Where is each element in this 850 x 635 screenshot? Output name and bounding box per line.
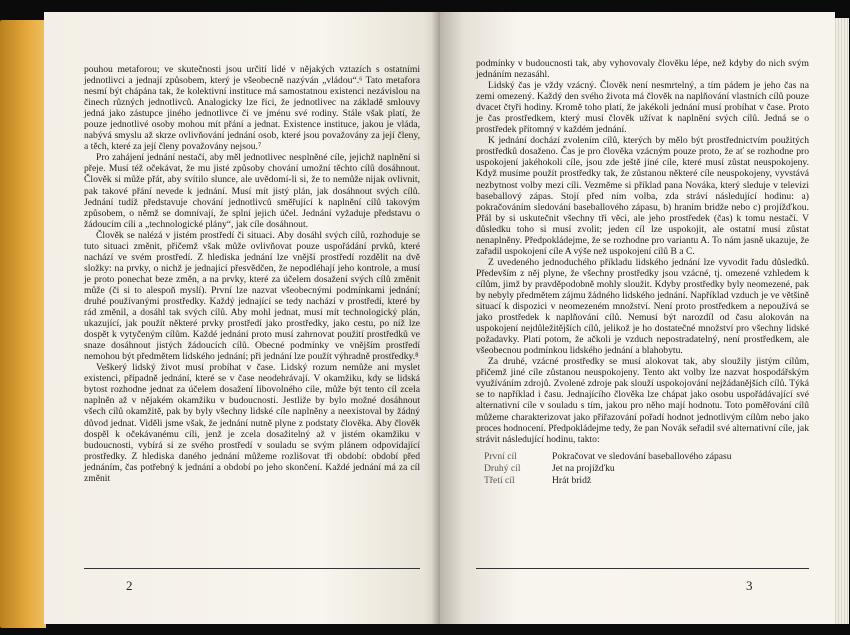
book-cover-edge [0, 20, 46, 628]
paragraph: Z uvedeného jednoduchého příkladu lidského jednání lze vyvodit řadu důsledků. Především z něj plyne, že všechny prostředky jsou vzácné, tj. omezené vzhledem k cílům, jimž by pravděpodobně mohly sloužit. Kdyby prostředky byly neomezené, pak by nebyly předmětem zájmu žádného lidského jednání. Například vzduch je ve většině situací k dispozici v neomezeném množství. Není proto prostředkem a nepoužívá se jako prostředek k naplňování cílů. Nemusí být narozdíl od času alokován na uspokojení nejdůležitějších cílů, jelikož je ho dostatečné množství pro všechny lidské požadavky. Platí potom, že ačkoli je vzduch nepostradatelný, není prostředkem, ale všeobecnou podmínkou lidského jednání a blahobytu. [476, 256, 810, 357]
goal-rank-label: Druhý cíl [484, 462, 521, 474]
list-item [476, 475, 809, 487]
paragraph: Veškerý lidský život musí probíhat v čase. Lidský rozum nemůže ani myslet existenci, případně jednání, které se v čase neodehrávají. V okamžiku, kdy se lidská bytost rozhodne jednat za účelem dosažení libovolného cíle, může být tento cíl zcela naplněn až v nějakém okamžiku v budoucnosti. Jestliže by bylo možné dosáhnout všech cílů okamžitě, pak by byly všechny lidské cíle naplněny a neexistoval by žádný důvod jednat. Viděli jsme však, že jednání nutně plyne z podstaty člověka. Aby člověk dospěl k očekávanému cíli, jenž je zcela dosažitelný až v jistém okamžiku v budoucnosti, vybírá si ze svého prostředí v souladu se svým plánem odpovídající prostředky. Z hlediska daného jednání můžeme rozlišovat tři období: období před jednáním, čas potřebný k jednání a období po jeho skončení. Každé jednání má za cíl změnit [84, 362, 420, 484]
paragraph: podmínky v budoucnosti tak, aby vyhovovaly člověku lépe, než kdyby do nich svým jednáním nezasáhl. [476, 58, 809, 81]
paragraph: Člověk se nalézá v jistém prostředí či situaci. Aby dosáhl svých cílů, rozhoduje se tuto situaci změnit, přičemž však může ovlivňovat pouze uspořádání prvků, které nachází ve svém prostředí. Z hlediska jednání lze vnější prostředí rozdělit na dvě složky: na prvky, o nichž je jednající přesvědčen, že nepodléhají jeho kontrole, a musí je proto ponechat beze změn, a na prvky, které za účelem dosažení svých cílů změnit může (či si to alespoň myslí). První lze nazvat všeobecnými podmínkami jednání; druhé používanými prostředky. Každý jednající se tedy nachází v prostředí, které by rád změnil, a dosáhl tak svých cílů. Aby mohl jednat, musí mít technologický plán, ukazující, jak použít některé prvky prostředí jako prostředky, jako cestu, po níž lze dospět k vytyčeným cílům. Každé jednání proto musí zahrnovat použití prostředků ve snaze dosáhnout jistých žádoucích cílů. Obecné podmínky ve vnějším prostředí nemohou být předmětem lidského jednání; při jednání lze použít výhradně prostředky.⁸ [84, 229, 420, 363]
goal-rank-label: První cíl [484, 450, 517, 462]
goal-ranking-list [476, 451, 809, 487]
goal-description: Hrát bridž [552, 474, 592, 486]
goal-description: Pokračovat ve sledování baseballového zápasu [552, 450, 732, 462]
paragraph: Pro zahájení jednání nestačí, aby měl jednotlivec nesplněné cíle, jejichž naplnění si přeje. Musí též očekávat, že mu jisté způsoby chování umožní těchto cílů dosáhnout. Člověk si může přát, aby svítilo slunce, ale uvědomí-li si, že to nemůže nijak ovlivnit, pak takové přání nevede k jednání. Musí mít jistý plán, jak dosáhnout svých cílů. Jednání tudíž představuje chování jednotlivců směřující k naplnění cílů takovým způsobem, o němž se domnívají, že splní jejich účel. Jednání vyžaduje představu o žádoucím cíli a „technologické plány“, jak cíle dosáhnout. [84, 152, 420, 230]
goal-description: Jet na projížďku [552, 462, 615, 474]
footer-rule [84, 568, 420, 569]
list-item [476, 463, 809, 475]
goal-rank-label: Třetí cíl [484, 474, 515, 486]
right-page-text [476, 58, 809, 445]
page-number: 2 [126, 578, 133, 593]
paragraph: K jednání dochází zvolením cílů, kterých by mělo být prostřednictvím použitých prostředků dosaženo. Čas je pro člověka vzácným pouze proto, že ať se rozhodne pro uspokojení jakéhokoli cíle, jsou zde ještě jiné cíle, které musí zůstat neuspokojeny. Když musíme použít prostředky tak, že zůstanou některé cíle neuspokojeny, vyvstává nezbytnost volby mezi cíli. Vezměme si příklad pana Nováka, který sleduje v televizi baseballový zápas. Stojí před ním volba, zda stráví následující hodinu: a) pokračováním sledování baseballového zápasu, b) hraním bridže nebo c) projížďkou. Přál by si uskutečnit všechny tři věci, ale jeho prostředek (čas) k tomu nestačí. V důsledku toho si musí zvolit; jeden cíl lze uspokojit, ale ostatní musí zůstat nenaplněny. Předpokládejme, že se rozhodne pro variantu A. To nám jasně ukazuje, že zařadil uspokojení cíle A výše než uspokojení cílů B a C. [476, 135, 809, 257]
page-number: 3 [746, 578, 753, 593]
list-item [476, 451, 809, 463]
right-page [440, 12, 835, 624]
left-page [44, 12, 440, 624]
paragraph: pouhou metaforou; ve skutečnosti jsou určití lidé v nějakých vztazích s ostatními jednotlivci a jednají způsobem, který je všeobecně nazýván „vládou“.⁶ Tato metafora nesmí být chápána tak, že kolektivní instituce má samostatnou existenci nezávislou na činech různých jednotlivců. Analogicky lze říci, že jednotlivec na základě smlouvy jedná jako zástupce jiného jednotlivce či ve jménu své rodiny. Stále však platí, že pouze jednotlivé osoby mohou mít přání a jednat. Existence instituce, jakou je vláda, nabývá smyslu až skrze ovlivňování jednání osob, které jsou považovány za její členy, a těch, které za její členy považovány nejsou.⁷ [84, 64, 420, 153]
left-page-text [84, 64, 420, 484]
footer-rule [476, 568, 809, 569]
paragraph: Za druhé, vzácné prostředky se musí alokovat tak, aby sloužily jistým cílům, přičemž jiné cíle zůstanou neuspokojeny. Tento akt volby lze nazvat hospodářským využíváním zdrojů. Zvolené zdroje pak slouží uspokojování nejžádanějších cílů. Týká se to například i času. Jednajícího člověka lze chápat jako osobu uspořádávající své alternativní cíle v souladu s tím, jakou pro něho mají hodnotu. Toto poměřování cílů můžeme charakterizovat jako přiřazování pořadí hodnot jednotlivým cílům nebo jako proces hodnocení. Předpokládejme tedy, že pan Novák seřadil své alternativní cíle, jak strávit následující hodinu, takto: [476, 356, 809, 445]
paragraph: Lidský čas je vždy vzácný. Člověk není nesmrtelný, a tím pádem je jeho čas na zemi omezený. Každý den svého života má člověk na naplňování vlastních cílů pouze dvacet čtyři hodiny. Kromě toho platí, že jakékoli jednání musí probíhat v čase. Proto je čas prostředkem, který musí člověk užívat k naplnění svých cílů. Jedná se o prostředek přítomný v každém jednání. [476, 80, 809, 136]
